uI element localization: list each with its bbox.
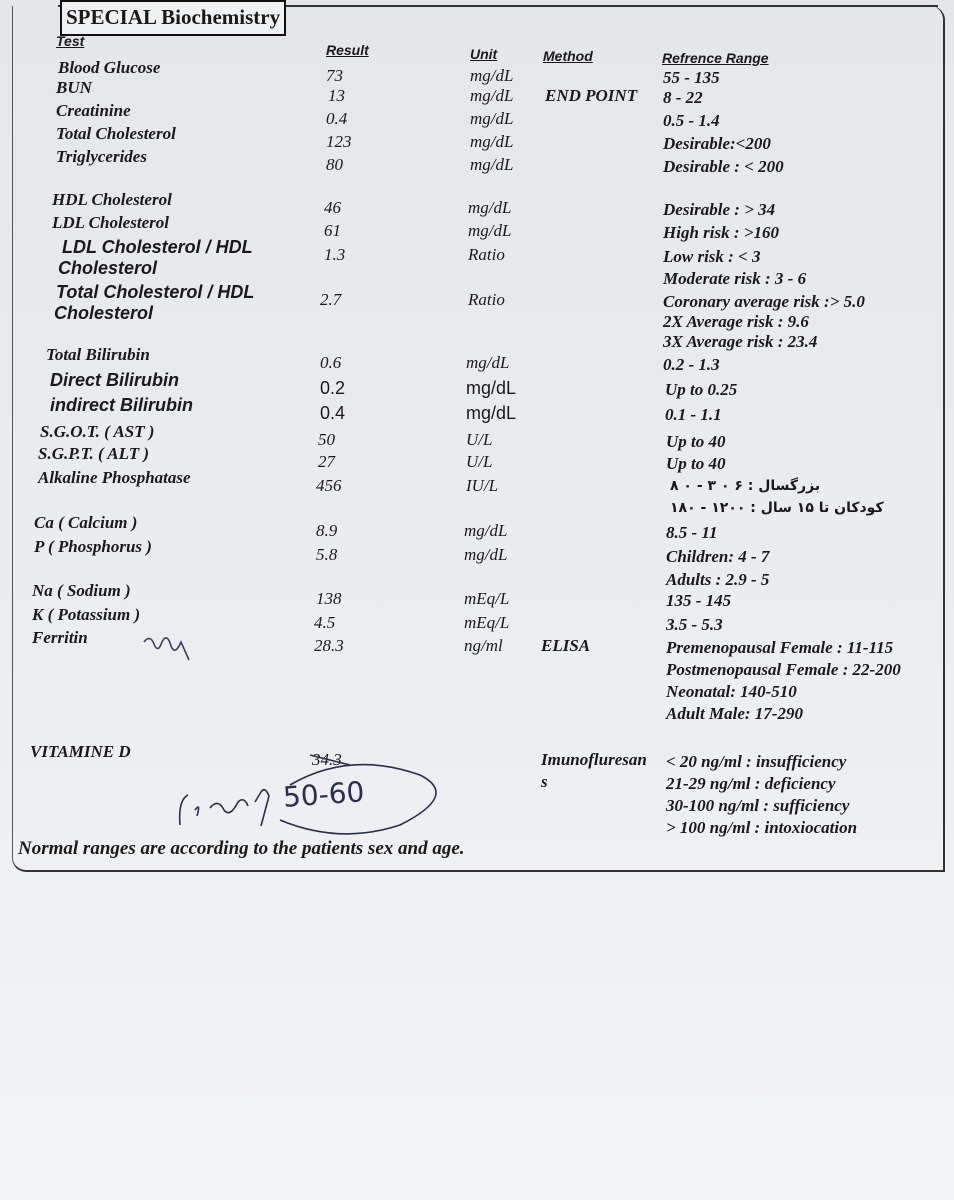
unit: ng/ml <box>464 636 503 655</box>
reference-range-line: 0.2 - 1.3 <box>663 355 720 374</box>
result-value: 13 <box>328 86 345 105</box>
test-name: S.G.O.T. ( AST ) <box>40 422 155 441</box>
test-name: S.G.P.T. ( ALT ) <box>38 444 149 463</box>
test-name: BUN <box>56 78 92 97</box>
unit: mg/dL <box>466 403 517 423</box>
reference-range-line: Children: 4 - 7 <box>666 547 770 566</box>
test-name: P ( Phosphorus ) <box>34 537 152 556</box>
reference-range-line: 21-29 ng/ml : deficiency <box>666 774 836 793</box>
footer-note: Normal ranges are according to the patients sex and age. <box>18 838 465 859</box>
reference-range-line: Desirable:<200 <box>663 134 771 153</box>
reference-range-line: کودکان تا ۱۵ سال : ۱۲۰۰ - ۱۸۰ <box>670 500 884 516</box>
header-range: Refrence Range <box>662 50 769 66</box>
method: Imunofluresan <box>541 750 647 769</box>
test-name: Alkaline Phosphatase <box>38 468 191 487</box>
report-title: SPECIAL Biochemistry <box>60 0 286 36</box>
unit: mg/dL <box>470 132 514 151</box>
result-value: 0.6 <box>320 353 342 372</box>
method: ELISA <box>541 636 591 655</box>
unit: mg/dL <box>470 109 514 128</box>
result-value: 123 <box>326 132 352 151</box>
unit: U/L <box>466 430 493 449</box>
test-name: indirect Bilirubin <box>50 395 194 415</box>
unit: IU/L <box>466 476 499 495</box>
test-name: Direct Bilirubin <box>50 370 180 390</box>
result-value: 34.3 <box>312 750 342 769</box>
test-name-cont: Cholesterol <box>58 258 158 278</box>
reference-range-line: Desirable : < 200 <box>663 157 784 176</box>
test-name: Na ( Sodium ) <box>32 581 131 600</box>
reference-range-line: 0.5 - 1.4 <box>663 111 720 130</box>
unit: mg/dL <box>464 545 508 564</box>
result-value: 27 <box>318 452 335 471</box>
result-value: 46 <box>324 198 341 217</box>
test-name: Total Cholesterol <box>56 124 176 143</box>
test-name: K ( Potassium ) <box>32 605 141 624</box>
test-name: LDL Cholesterol / HDL <box>62 237 253 257</box>
result-value: 1.3 <box>324 245 346 264</box>
test-name: LDL Cholesterol <box>52 213 169 232</box>
result-value: 61 <box>324 221 341 240</box>
unit: mg/dL <box>470 66 514 85</box>
result-value: 4.5 <box>314 613 336 632</box>
result-value: 0.2 <box>320 378 346 398</box>
reference-range-line: Low risk : < 3 <box>663 247 761 266</box>
unit: mg/dL <box>466 353 510 372</box>
reference-range-line: Postmenopausal Female : 22-200 <box>666 660 901 679</box>
test-name: HDL Cholesterol <box>52 190 172 209</box>
reference-range-line: 135 - 145 <box>666 591 732 610</box>
unit: mEq/L <box>464 613 510 632</box>
result-value: 8.9 <box>316 521 338 540</box>
result-value: 28.3 <box>314 636 344 655</box>
reference-range-line: 2X Average risk : 9.6 <box>663 312 809 331</box>
result-value: 2.7 <box>320 290 342 309</box>
reference-range-line: 8.5 - 11 <box>666 523 718 542</box>
result-value: 0.4 <box>320 403 346 423</box>
test-name: Ferritin <box>32 628 88 647</box>
header-result: Result <box>326 42 369 58</box>
method-cont: s <box>541 772 548 791</box>
reference-range-line: بزرگسال : ۶ ۰ ۳ - ۰ ۸ <box>670 478 821 494</box>
unit: mg/dL <box>470 86 514 105</box>
reference-range-line: Premenopausal Female : 11-115 <box>666 638 894 657</box>
reference-range-line: Desirable : > 34 <box>663 200 776 219</box>
reference-range-line: Neonatal: 140-510 <box>666 682 797 701</box>
reference-range-line: 30-100 ng/ml : sufficiency <box>666 796 850 815</box>
test-name: Triglycerides <box>56 147 147 166</box>
reference-range-line: Moderate risk : 3 - 6 <box>663 269 807 288</box>
header-unit: Unit <box>470 46 498 62</box>
unit: U/L <box>466 452 493 471</box>
test-name-cont: Cholesterol <box>54 303 154 323</box>
signature-scribble <box>140 630 210 675</box>
result-value: 50 <box>318 430 335 449</box>
result-value: 456 <box>316 476 342 495</box>
unit: Ratio <box>468 245 505 264</box>
header-test: Test <box>56 33 85 49</box>
result-value: 5.8 <box>316 545 338 564</box>
unit: mg/dL <box>464 521 508 540</box>
reference-range-line: 3.5 - 5.3 <box>666 615 723 634</box>
reference-range-line: 55 - 135 <box>663 68 720 87</box>
test-name: Ca ( Calcium ) <box>34 513 138 532</box>
reference-range-line: Coronary average risk :> 5.0 <box>663 292 865 311</box>
result-value: 138 <box>316 589 342 608</box>
result-value: 73 <box>326 66 343 85</box>
unit: mg/dL <box>468 221 512 240</box>
result-value: 0.4 <box>326 109 348 128</box>
unit: mg/dL <box>466 378 517 398</box>
test-name: VITAMINE D <box>30 742 131 761</box>
reference-range-line: 0.1 - 1.1 <box>665 405 722 424</box>
unit: mEq/L <box>464 589 510 608</box>
test-name: Total Bilirubin <box>46 345 150 364</box>
unit: Ratio <box>468 290 505 309</box>
unit: mg/dL <box>468 198 512 217</box>
reference-range-line: Up to 0.25 <box>665 380 738 399</box>
test-name: Creatinine <box>56 101 131 120</box>
handwritten-range: 50-60 <box>281 775 366 814</box>
reference-range-line: Up to 40 <box>666 454 726 473</box>
reference-range-line: < 20 ng/ml : insufficiency <box>666 752 847 771</box>
header-method: Method <box>543 48 593 64</box>
reference-range-line: Adult Male: 17-290 <box>666 704 803 723</box>
unit: mg/dL <box>470 155 514 174</box>
test-name: Blood Glucose <box>58 58 161 77</box>
reference-range-line: Adults : 2.9 - 5 <box>666 570 770 589</box>
reference-range-line: High risk : >160 <box>663 223 779 242</box>
reference-range-line: Up to 40 <box>666 432 726 451</box>
reference-range-line: 3X Average risk : 23.4 <box>663 332 818 351</box>
result-value: 80 <box>326 155 343 174</box>
test-name: Total Cholesterol / HDL <box>56 282 255 302</box>
reference-range-line: 8 - 22 <box>663 88 703 107</box>
method: END POINT <box>545 86 638 105</box>
reference-range-line: > 100 ng/ml : intoxiocation <box>666 818 858 837</box>
